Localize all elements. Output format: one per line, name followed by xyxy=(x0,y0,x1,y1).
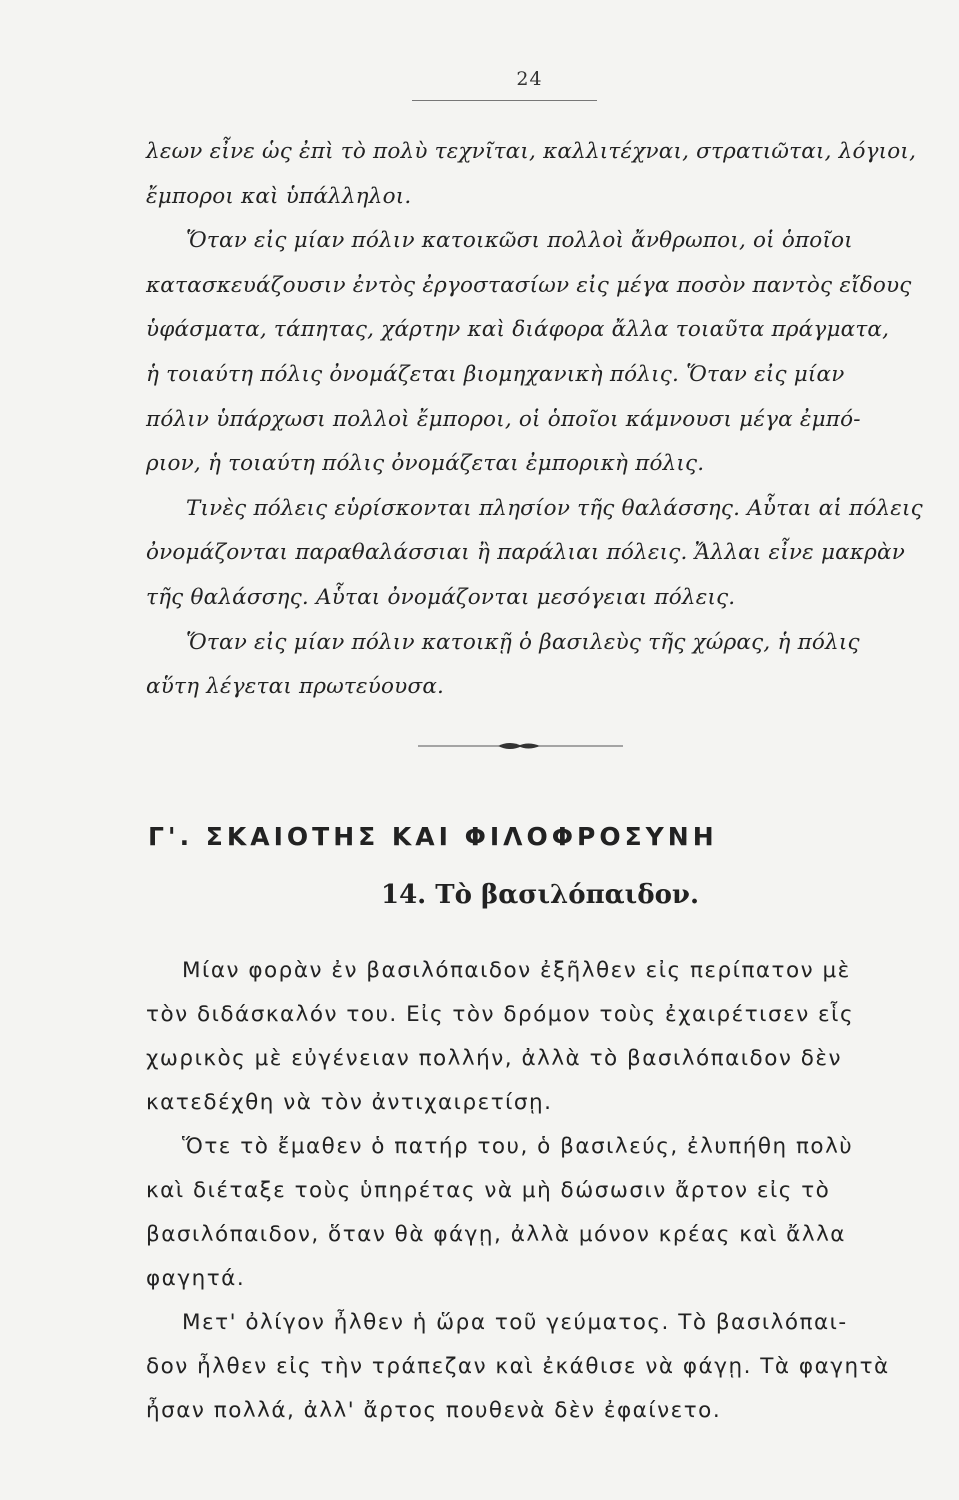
text-line: Ὅταν εἰς μίαν πόλιν κατοικῇ ὁ βασιλεὺς τῆς χώρας, ἡ πόλις xyxy=(186,629,860,655)
text-line: φαγητά. xyxy=(146,1266,246,1291)
text-line: Τινὲς πόλεις εὑρίσκονται πλησίον τῆς θαλάσσης. Αὗται αἱ πόλεις xyxy=(186,495,923,521)
text-line: πόλιν ὑπάρχωσι πολλοὶ ἔμποροι, οἱ ὁποῖοι κάμνουσι μέγα ἐμπό- xyxy=(146,406,861,432)
lesson-title: 14. Τὸ βασιλόπαιδον. xyxy=(381,880,700,910)
text-line: αὕτη λέγεται πρωτεύουσα. xyxy=(146,674,445,700)
text-line: χωρικὸς μὲ εὐγένειαν πολλήν, ἀλλὰ τὸ βασιλόπαιδον δὲν xyxy=(146,1046,842,1071)
text-line: λεων εἶνε ὡς ἐπὶ τὸ πολὺ τεχνῖται, καλλιτέχναι, στρατιῶται, λόγιοι, xyxy=(146,139,917,164)
text-line: βασιλόπαιδον, ὅταν θὰ φάγῃ, ἀλλὰ μόνον κρέας καὶ ἄλλα xyxy=(146,1222,846,1247)
text-line: Μίαν φορὰν ἐν βασιλόπαιδον ἐξῆλθεν εἰς περίπατον μὲ xyxy=(182,958,851,983)
text-line: ὑφάσματα, τάπητας, χάρτην καὶ διάφορα ἄλλα τοιαῦτα πράγματα, xyxy=(146,317,890,343)
text-line: ἡ τοιαύτη πόλις ὀνομάζεται βιομηχανικὴ πόλις. Ὅταν εἰς μίαν xyxy=(146,361,845,387)
text-line: τὸν διδάσκαλόν του. Εἰς τὸν δρόμον τοὺς ἐχαιρέτισεν εἷς xyxy=(146,1002,855,1027)
text-line: κατασκευάζουσιν ἐντὸς ἐργοστασίων εἰς μέγα ποσὸν παντὸς εἴδους xyxy=(146,272,912,298)
lesson-text-block xyxy=(146,949,936,1433)
text-line: τῆς θαλάσσης. Αὗται ὀνομάζονται μεσόγειαι πόλεις. xyxy=(146,584,736,610)
ornament-leaf-right xyxy=(518,744,540,749)
text-line: Μετ' ὀλίγον ἦλθεν ἡ ὥρα τοῦ γεύματος. Τὸ βασιλόπαι- xyxy=(182,1310,848,1335)
ornament-divider xyxy=(418,740,623,752)
text-line: Ὅταν εἰς μίαν πόλιν κατοικῶσι πολλοὶ ἄνθρωποι, οἱ ὁποῖοι xyxy=(186,228,853,254)
header-rule xyxy=(412,100,597,101)
text-line: ριον, ἡ τοιαύτη πόλις ὀνομάζεται ἐμπορικὴ πόλις. xyxy=(146,451,705,477)
text-line: κατεδέχθη νὰ τὸν ἀντιχαιρετίσῃ. xyxy=(146,1090,553,1115)
section-heading: Γ'. ΣΚΑΙΟΤΗΣ ΚΑΙ ΦΙΛΟΦΡΟΣΥΝΗ xyxy=(148,822,718,851)
text-line: ἦσαν πολλά, ἀλλ' ἄρτος πουθενὰ δὲν ἐφαίνετο. xyxy=(146,1398,722,1423)
text-line: Ὅτε τὸ ἔμαθεν ὁ πατήρ του, ὁ βασιλεύς, ἐλυπήθη πολὺ xyxy=(182,1134,854,1159)
text-line: ὀνομάζονται παραθαλάσσιαι ἢ παράλιαι πόλεις. Ἄλλαι εἶνε μακρὰν xyxy=(146,540,905,566)
text-line: καὶ διέταξε τοὺς ὑπηρέτας νὰ μὴ δώσωσιν ἄρτον εἰς τὸ xyxy=(146,1178,831,1203)
italic-text-block xyxy=(146,130,931,710)
text-line: ἔμποροι καὶ ὑπάλληλοι. xyxy=(146,183,412,209)
page-number: 24 xyxy=(516,68,543,90)
text-line: δον ἦλθεν εἰς τὴν τράπεζαν καὶ ἐκάθισε νὰ φάγῃ. Τὰ φαγητὰ xyxy=(146,1354,890,1379)
